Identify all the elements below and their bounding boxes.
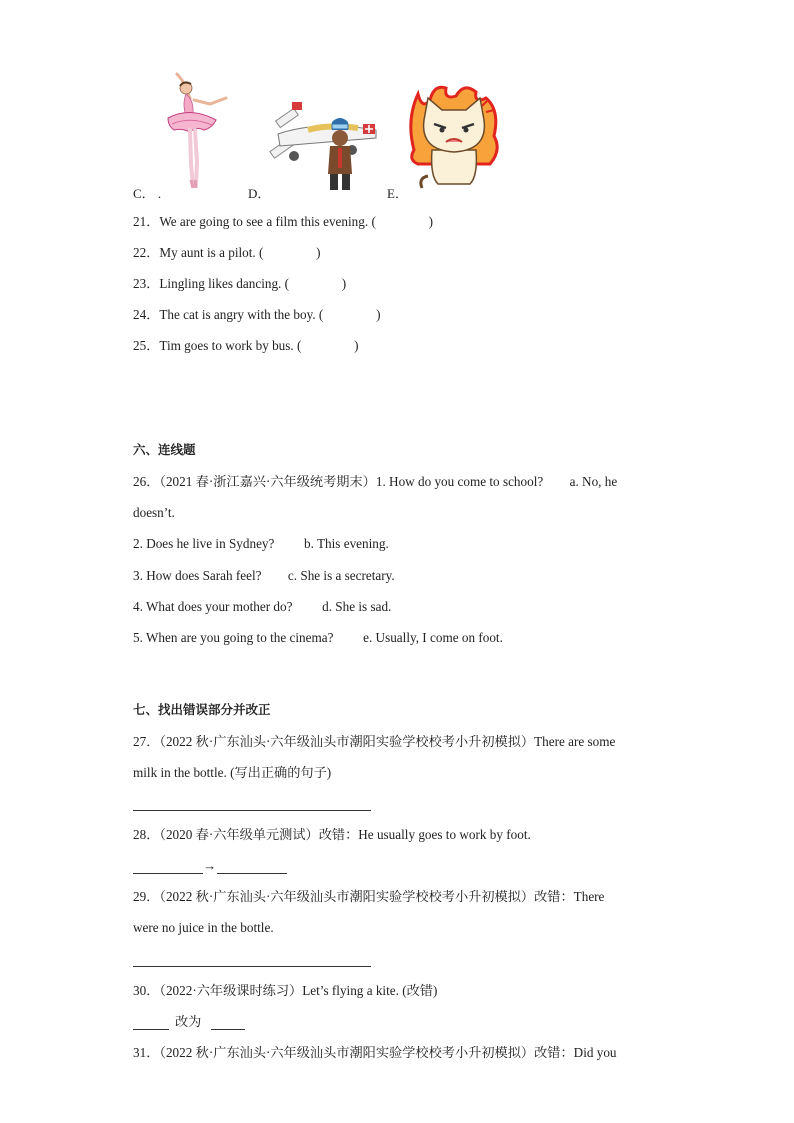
question-29-line1: 29．（2022 秋·广东汕头·六年级汕头市潮阳实验学校校考小升初模拟）改错：There xyxy=(133,889,605,904)
question-31-line1: 31．（2022 秋·广东汕头·六年级汕头市潮阳实验学校校考小升初模拟）改错：Did you xyxy=(133,1045,617,1060)
question-23: 23．Lingling likes dancing. ( ) xyxy=(133,276,347,291)
question-26-line2: doesn’t. xyxy=(133,505,175,520)
question-27-line1: 27．（2022 秋·广东汕头·六年级汕头市潮阳实验学校校考小升初模拟）There are some xyxy=(133,734,616,749)
answer-line-30b[interactable] xyxy=(211,1029,245,1030)
answer-line-28a[interactable] xyxy=(133,873,203,874)
section-7-heading: 七、找出错误部分并改正 xyxy=(133,702,271,717)
answer-line-29[interactable] xyxy=(133,966,371,967)
angry-cat-icon xyxy=(404,80,504,192)
option-e-letter: E． xyxy=(387,186,408,201)
question-22: 22．My aunt is a pilot. ( ) xyxy=(133,245,321,260)
question-24: 24．The cat is angry with the boy. ( ) xyxy=(133,307,381,322)
answer-line-28b[interactable] xyxy=(217,873,287,874)
match-pair-3: 3. How does Sarah feel? c. She is a secretary. xyxy=(133,568,395,583)
match-pair-4: 4. What does your mother do? d. She is sad. xyxy=(133,599,392,614)
option-d xyxy=(248,183,270,202)
arrow-28: → xyxy=(203,858,217,873)
question-27-line2: milk in the bottle. (写出正确的句子) xyxy=(133,765,332,780)
match-pair-5: 5. When are you going to the cinema? e. Usually, I come on foot. xyxy=(133,630,503,645)
question-30: 30．（2022·六年级课时练习）Let’s flying a kite. (改错) xyxy=(133,983,438,998)
option-d-letter: D． xyxy=(248,186,271,201)
question-28: 28．（2020 春·六年级单元测试）改错：He usually goes to work by foot. xyxy=(133,827,531,842)
answer-line-30a[interactable] xyxy=(133,1029,169,1030)
pilot-airplane-icon xyxy=(268,94,383,194)
option-c-trail: . xyxy=(157,186,162,201)
option-c-letter: C． xyxy=(133,186,155,201)
change-to-label: 改为 xyxy=(175,1014,202,1029)
match-pair-2: 2. Does he live in Sydney? b. This evening. xyxy=(133,536,389,551)
question-25: 25．Tim goes to work by bus. ( ) xyxy=(133,338,359,353)
option-c xyxy=(133,183,161,202)
answer-line-27[interactable] xyxy=(133,810,371,811)
ballerina-icon xyxy=(160,68,232,190)
option-e xyxy=(387,183,408,202)
question-26-line1: 26．（2021 春·浙江嘉兴·六年级统考期末）1. How do you come to school? a. No, he xyxy=(133,474,618,489)
question-29-line2: were no juice in the bottle. xyxy=(133,920,274,935)
section-6-heading: 六、连线题 xyxy=(133,442,196,457)
question-21: 21．We are going to see a film this evening. ( ) xyxy=(133,214,433,229)
